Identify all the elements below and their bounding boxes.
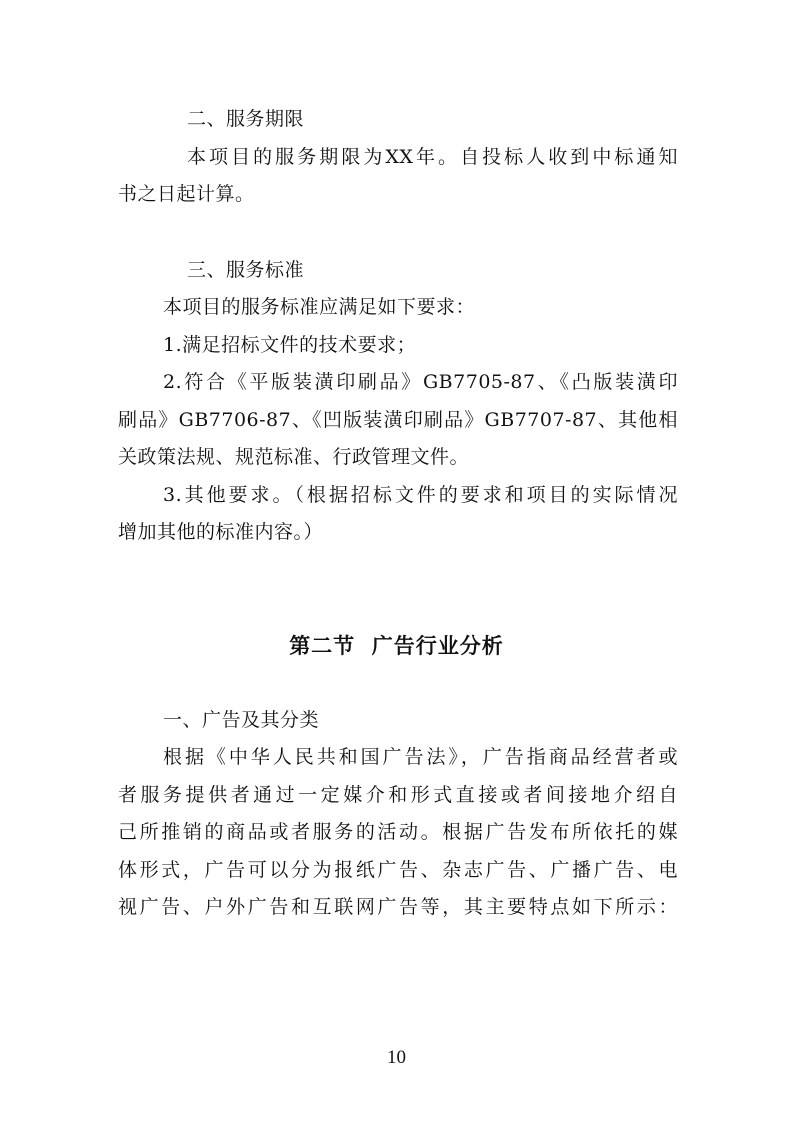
- section-body-line-5: 视广告、户外广告和互联网广告等，其主要特点如下所示：: [118, 896, 678, 918]
- service-period-heading: 二、服务期限: [187, 108, 305, 130]
- service-standard-item-3-line-2: 增加其他的标准内容。）: [118, 521, 324, 543]
- service-standard-intro: 本项目的服务标准应满足如下要求：: [163, 296, 476, 318]
- service-standard-item-2-line-2: 刷品》GB7706-87、《凹版装潢印刷品》GB7707-87、其他相: [118, 409, 678, 431]
- section-body-line-3: 己所推销的商品或者服务的活动。根据广告发布所依托的媒: [118, 821, 678, 843]
- service-standard-item-3-line-1: 3.其他要求。（根据招标文件的要求和项目的实际情况: [163, 484, 678, 506]
- service-period-line-2: 书之日起计算。: [118, 183, 255, 205]
- service-period-line-1: 本项目的服务期限为XX年。自投标人收到中标通知: [187, 146, 678, 168]
- section-body-line-4: 体形式，广告可以分为报纸广告、杂志广告、广播广告、电: [118, 859, 678, 881]
- section-body-line-2: 者服务提供者通过一定媒介和形式直接或者间接地介绍自: [118, 784, 678, 806]
- service-standard-item-1: 1.满足招标文件的技术要求；: [163, 334, 417, 356]
- service-standard-item-2-line-1: 2.符合《平版装潢印刷品》GB7705-87、《凸版装潢印: [163, 371, 678, 393]
- section-title: 第二节 广告行业分析: [289, 634, 504, 658]
- section-subheading: 一、广告及其分类: [163, 709, 320, 731]
- section-body-line-1: 根据《中华人民共和国广告法》，广告指商品经营者或: [163, 746, 678, 768]
- service-standard-heading: 三、服务标准: [187, 259, 305, 281]
- page-number: 10: [387, 1047, 406, 1068]
- service-standard-item-2-line-3: 关政策法规、规范标准、行政管理文件。: [118, 446, 470, 468]
